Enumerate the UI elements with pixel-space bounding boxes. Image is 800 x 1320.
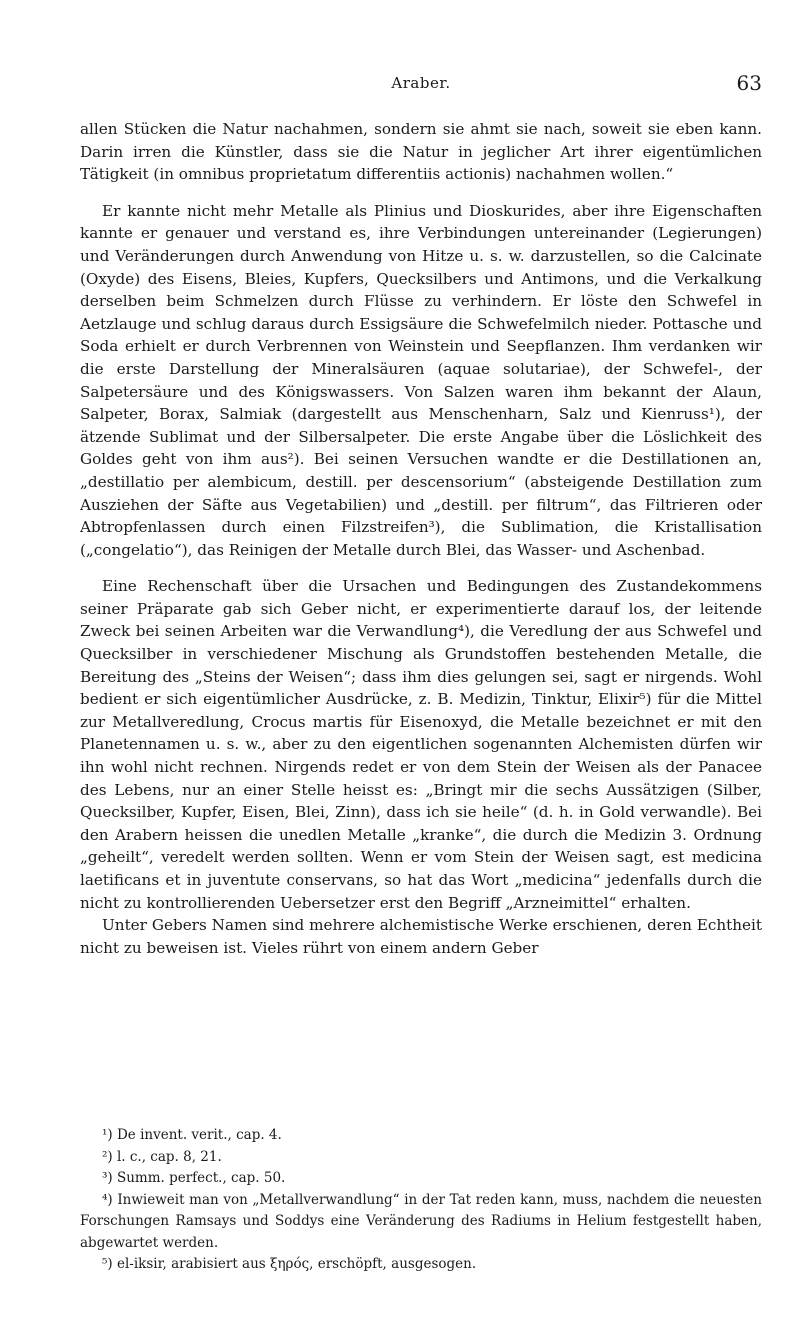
paragraph-metals: Er kannte nicht mehr Metalle als Plinius und Dioskurides, aber ihre Eigenschaften kannte er genauer und verstand es, ihre Verbindungen untereinander (Legierungen) und Veränderungen durch Anwendung von Hitze u. s. w. darzustellen, so die Calcinate (Oxyde) des Eisens, Bleies, Kupfers, Quecksilbers und Antimons, und die Verkalkung derselben beim Schmelzen durch Flüsse zu verhindern. Er löste den Schwefel in Aetzlauge und schlug daraus durch Essigsäure die Schwefelmilch nieder. Pottasche und Soda erhielt er durch Verbrennen von Weinstein und Seepflanzen. Ihm verdanken wir die erste Darstellung der Mineralsäuren (aquae solutariae), der Schwefel-, der Salpetersäure und des Königswassers. Von Salzen waren ihm bekannt der Alaun, Salpeter, Borax, Salmiak (dargestellt aus Menschenharn, Salz und Kienruss¹), der ätzende Sublimat und der Silbersalpeter. Die erste Angabe über die Löslichkeit des Goldes geht von ihm aus²). Bei seinen Versuchen wandte er die Destillationen an, „destillatio per alembicum, destill. per descensorium“ (absteigende Destillation zum Ausziehen der Säfte aus Vegetabilien) und „destill. per filtrum“, das Filtrieren oder Abtropfenlassen durch einen Filzstreifen³), die Sublimation, die Kristallisation („congelatio“), das Reinigen der Metalle durch Blei, das Wasser- und Aschenbad.: [80, 201, 762, 559]
footnotes: [80, 1125, 762, 1276]
page-number: 63: [736, 71, 762, 95]
footnote-5: ⁵) el-iksir, arabisiert aus ξηρός, erschöpft, ausgesogen.: [102, 1256, 477, 1272]
running-title: Araber.: [391, 74, 451, 92]
page-header: [80, 71, 762, 102]
footnote-1: ¹) De invent. verit., cap. 4.: [102, 1127, 282, 1143]
paragraph-geber-purpose: Eine Rechenschaft über die Ursachen und Bedingungen des Zustandekommens seiner Präparate gab sich Geber nicht, er experimentierte darauf los, der leitende Zweck bei seinen Arbeiten war die Verwandlung⁴), die Veredlung der aus Schwefel und Quecksilber in verschiedener Mischung als Grundstoffen bestehenden Metalle, die Bereitung des „Steins der Weisen“; dass ihm dies gelungen sei, sagt er nirgends. Wohl bedient er sich eigentümlicher Ausdrücke, z. B. Medizin, Tinktur, Elixir⁵) für die Mittel zur Metallveredlung, Crocus martis für Eisenoxyd, die Metalle bezeichnet er mit den Planetennamen u. s. w., aber zu den eigentlichen sogenannten Alchemisten dürfen wir ihn wohl nicht rechnen. Nirgends redet er von dem Stein der Weisen als der Panacee des Lebens, nur an einer Stelle heisst es: „Bringt mir die sechs Aussätzigen (Silber, Quecksilber, Kupfer, Eisen, Blei, Zinn), dass ich sie heile“ (d. h. in Gold verwandle). Bei den Arabern heissen die unedlen Metalle „kranke“, die durch die Medizin 3. Ordnung „geheilt“, veredelt werden sollten. Wenn er vom Stein der Weisen sagt, est medicina laetificans et in juventute conservans, so hat das Wort „medicina“ jedenfalls durch die nicht zu kontrollierenden Uebersetzer erst den Begriff „Arzneimittel“ erhalten.: [80, 577, 762, 912]
main-text: [80, 118, 762, 959]
footnote-3: ³) Summ. perfect., cap. 50.: [102, 1170, 286, 1186]
footnote-2: ²) l. c., cap. 8, 21.: [102, 1148, 222, 1165]
footnote-4: ⁴) Inwieweit man von „Metallverwandlung“ in der Tat reden kann, muss, nachdem die neuesten Forschungen Ramsays und Soddys eine Veränderung des Radiums in Helium festgestellt haben, abgewartet werden.: [80, 1191, 762, 1251]
paragraph-continuation: allen Stücken die Natur nachahmen, sondern sie ahmt sie nach, soweit sie eben kann. Darin irren die Künstler, dass sie die Natur in jeglicher Art ihrer eigentümlichen Tätigkeit (in omnibus proprietatum differentiis actionis) nachahmen wollen.“: [80, 120, 762, 184]
paragraph-geber-works: Unter Gebers Namen sind mehrere alchemistische Werke erschienen, deren Echtheit nicht zu beweisen ist. Vieles rührt von einem andern Geber: [80, 916, 762, 957]
